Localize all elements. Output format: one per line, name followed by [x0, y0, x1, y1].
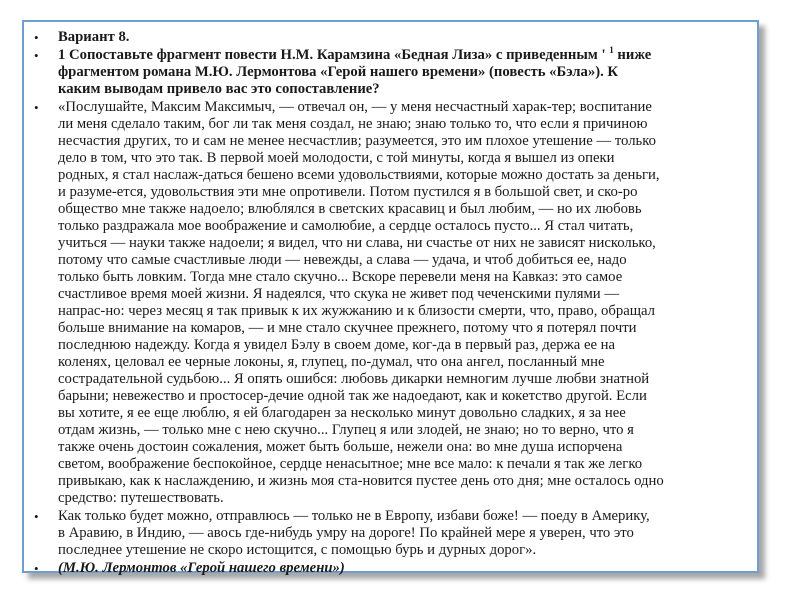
bullet-icon: • [34, 48, 39, 63]
quote-text: «Послушайте, Максим Максимыч, — отвечал он, — у меня несчастный харак-тер; воспитание ли меня сделало таким, бог ли так меня создал, не знаю; знаю только то, что если я причиною несчастия других, то и сам не менее несчастлив; разумеется, это им плохое утешение — только дело в том, что это так. В первой моей молодости, с той минуты, когда я вышел из опеки родных, я стал наслаж-даться бешено всеми удовольствиями, которые можно достать за деньги, и разуме-ется, удовольствия эти мне опротивели. Потом пустился я в большой свет, и ско-ро общество мне также надоело; влюблялся в светских красавиц и был любим, — но их любовь только раздражала мое воображение и самолюбие, а сердце осталось пусто... Я стал читать, учиться — науки также надоели; я видел, что ни слава, ни счастье от них не зависят нисколько, потому что самые счастливые люди — невежды, а слава — удача, и чтоб добиться ее, надо только быть ловким. Тогда мне стало скучно... Вскоре перевели меня на Кавказ: это самое счастливое время моей жизни. Я надеялся, что скука не живет под чеченскими пулями — напрас-но: через месяц я так привык к их жужжанию и к близости смерти, что, право, обращал больше внимание на комаров, — и мне стало скучнее прежнего, потому что я потерял почти последнюю надежду. Когда я увидел Бэлу в своем доме, ког-да в первый раз, держа ее на коленях, целовал ее черные локоны, я, глупец, по-думал, что она ангел, посланный мне сострадательной судьбою... Я опять ошибся: любовь дикарки немногим лучше любви знатной барыни; невежество и простосер-дечие одной так же надоедают, как и кокетство другой. Если вы хотите, я ее еще люблю, я ей благодарен за несколько минут довольно сладких, я за нее отдам жизнь, — только мне с нею скучно... Глупец я или злодей, не знаю; но то верно, что я также очень достоин сожаления, может быть больше, нежели она: во мне душа испорчена светом, воображение беспокойное, сердце ненасытное; мне все мало: к печали я так же легко привыкаю, как к наслаждению, и жизнь моя ста-новится пустее день ото дня; мне осталось одно средство: путешествовать. [58, 99, 664, 506]
bullet-icon: • [34, 561, 39, 576]
bullet-icon: • [34, 100, 39, 115]
bullet-icon: • [34, 30, 39, 45]
slide [22, 20, 759, 576]
task-text [58, 47, 651, 97]
list-item-quote-end [32, 508, 749, 559]
source-citation: (М.Ю. Лермонтов «Герой нашего времени») [58, 560, 345, 576]
slide-content [32, 29, 749, 578]
quote-end-text: Как только будет можно, отправлюсь — только не в Европу, избави боже! — поеду в Америку, в Аравию, в Индию, — авось где-нибудь умру на дороге! По крайней мере я уверен, что это последнее утешение не скоро истощится, с помощью бурь и дурных дорог». [58, 508, 650, 558]
list-item-task [32, 47, 749, 98]
task-text-start: 1 Сопоставьте фрагмент повести Н.М. Карамзина «Бедная Лиза» с приведенным ' [58, 47, 606, 63]
list-item-quote [32, 99, 749, 507]
variant-title: Вариант 8. [58, 29, 130, 45]
task-text-end: ниже фрагментом романа М.Ю. Лермонтова «Герой нашего времени» (повесть «Бэла»). К каким выводам привело вас это сопоставление? [58, 47, 652, 97]
list-item-variant [32, 29, 749, 46]
task-superscript: 1 [609, 45, 614, 56]
list-item-source [32, 560, 749, 577]
bullet-icon: • [34, 509, 39, 524]
